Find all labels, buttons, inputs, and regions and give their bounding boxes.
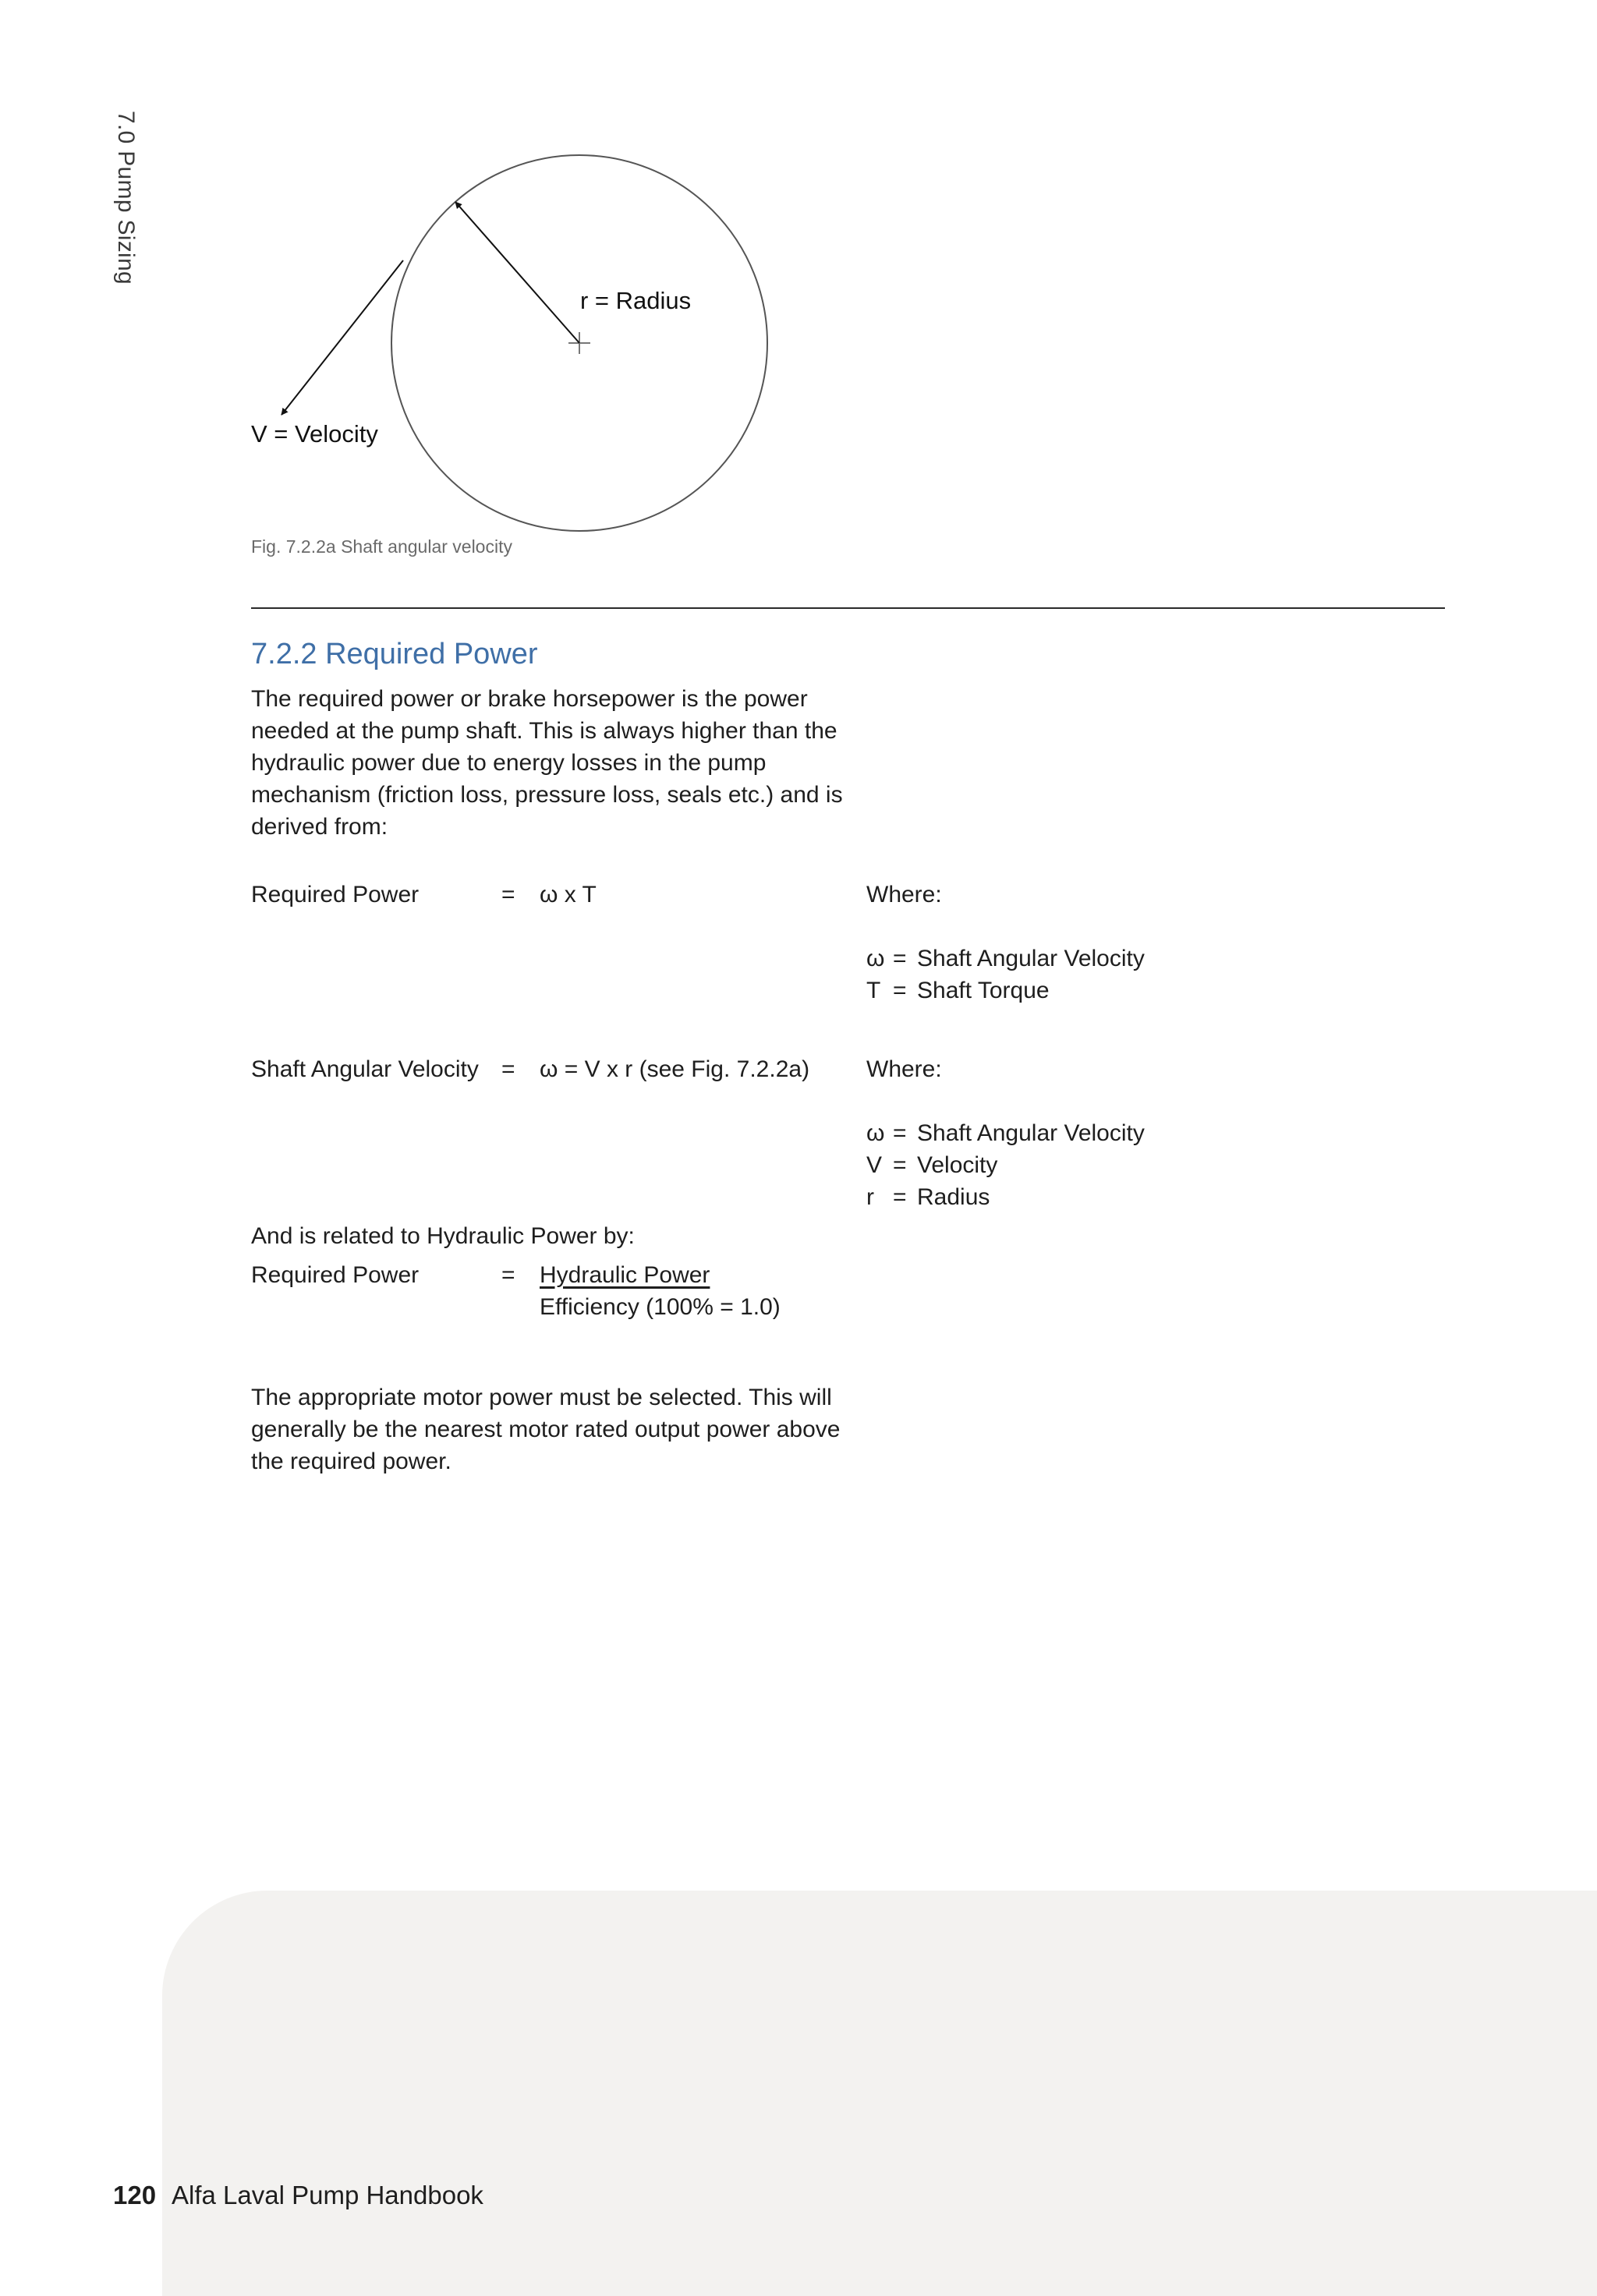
eq3-numerator: Hydraulic Power (540, 1262, 710, 1288)
eq2-def-equals: = (893, 1120, 907, 1146)
shaft-angular-velocity-figure (0, 0, 1597, 561)
eq2-def-equals: = (893, 1184, 907, 1210)
eq2-def-description: Radius (917, 1184, 990, 1210)
page-number: 120 (113, 2181, 157, 2209)
section-heading: 7.2.2 Required Power (251, 638, 538, 670)
eq1-equals: = (501, 882, 515, 907)
eq3-denominator: Efficiency (100% = 1.0) (540, 1294, 781, 1320)
figure-caption: Fig. 7.2.2a Shaft angular velocity (251, 536, 512, 557)
eq3-equals: = (501, 1262, 515, 1288)
eq1-where-label: Where: (866, 882, 942, 907)
eq2-lhs: Shaft Angular Velocity (251, 1056, 479, 1082)
eq3-lhs: Required Power (251, 1262, 420, 1288)
eq1-def-equals: = (893, 978, 907, 1003)
radius-label: r = Radius (580, 287, 692, 314)
eq2-def-equals: = (893, 1152, 907, 1178)
eq2-def-description: Shaft Angular Velocity (917, 1120, 1145, 1146)
eq2-def-symbol: r (866, 1184, 874, 1210)
relation-intro: And is related to Hydraulic Power by: (251, 1223, 635, 1249)
velocity-label: V = Velocity (251, 420, 378, 448)
eq2-def-symbol: ω (866, 1120, 885, 1146)
radius-arrow (455, 202, 579, 343)
intro-paragraph: The required power or brake horsepower is the power needed at the pump shaft. This is always higher than the hydraulic power due to energy losses in the pump mechanism (friction loss, pressure loss, seals etc.) and is derived from: (251, 686, 843, 840)
eq1-def-symbol: ω (866, 946, 885, 971)
eq1-def-description: Shaft Angular Velocity (917, 946, 1145, 971)
section-divider (251, 607, 1445, 609)
eq1-def-description: Shaft Torque (917, 978, 1050, 1003)
chapter-side-label: 7.0 Pump Sizing (113, 111, 139, 285)
eq2-rhs: ω = V x r (see Fig. 7.2.2a) (540, 1056, 810, 1082)
eq1-rhs: ω x T (540, 882, 597, 907)
eq1-def-equals: = (893, 946, 907, 971)
eq2-equals: = (501, 1056, 515, 1082)
footer-title: Alfa Laval Pump Handbook (172, 2181, 483, 2209)
closing-paragraph: The appropriate motor power must be selected. This will generally be the nearest motor rated output power above the required power. (251, 1385, 841, 1474)
eq1-def-symbol: T (866, 978, 881, 1003)
eq2-def-description: Velocity (917, 1152, 998, 1178)
footer-background-panel (162, 1891, 1597, 2296)
eq1-lhs: Required Power (251, 882, 420, 907)
eq2-where-label: Where: (866, 1056, 942, 1082)
eq2-def-symbol: V (866, 1152, 883, 1178)
velocity-arrow (282, 260, 403, 415)
